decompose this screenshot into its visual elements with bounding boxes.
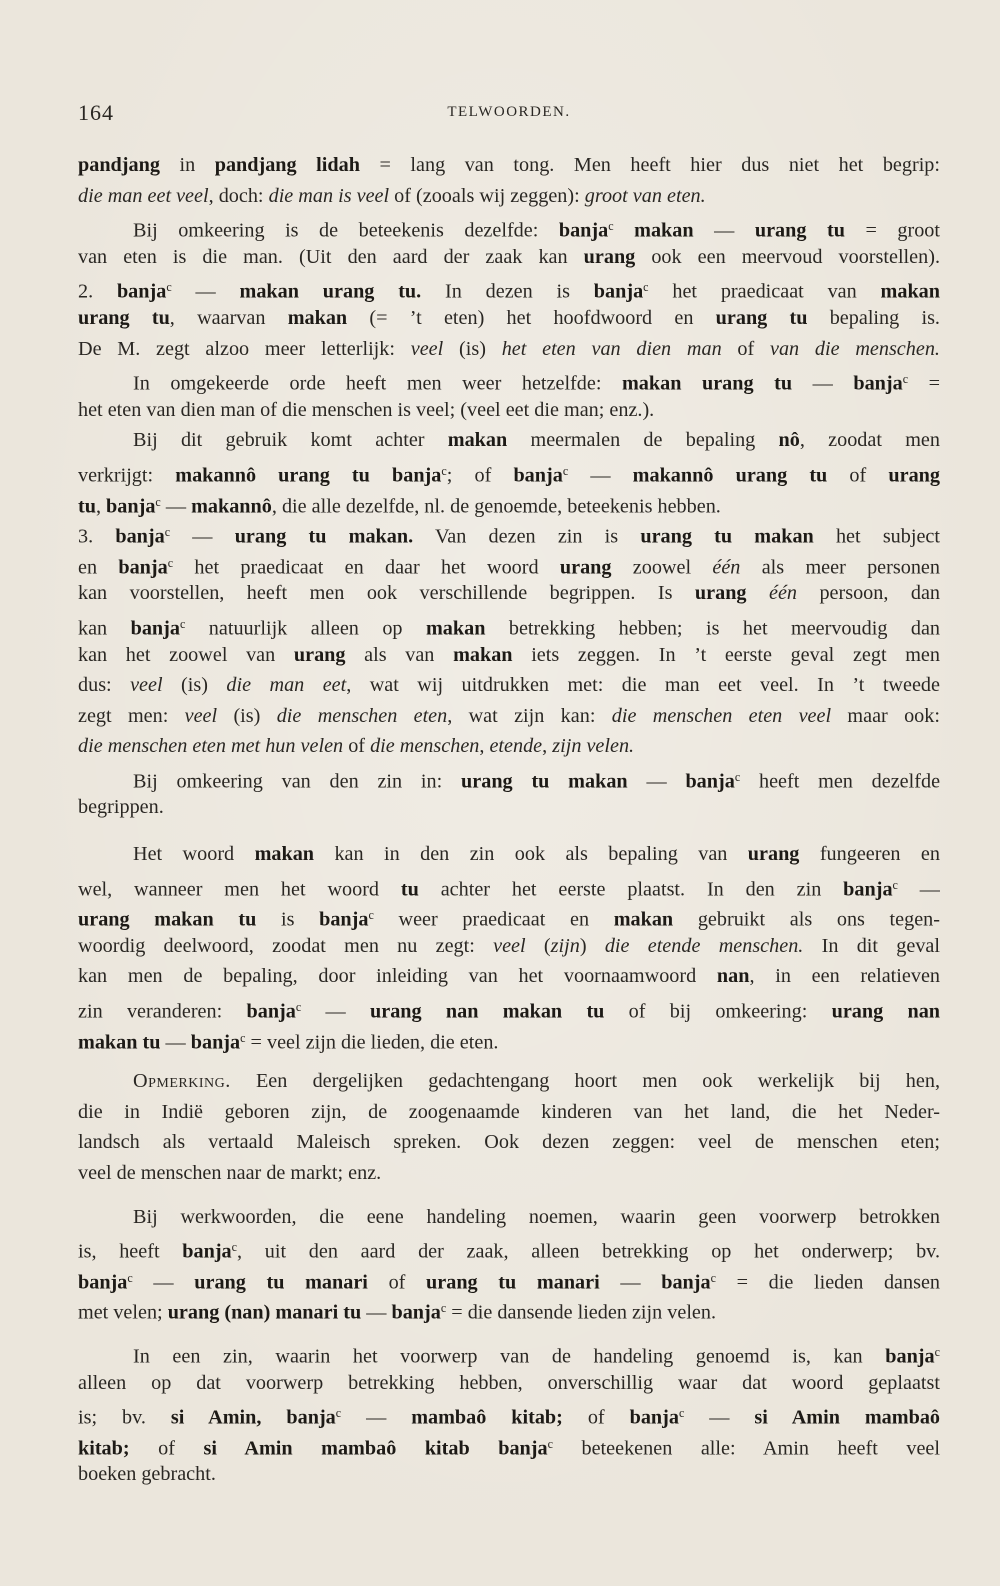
text-line <box>78 961 940 992</box>
malay-term: urang tu manari <box>426 1271 600 1294</box>
text-run: — <box>897 878 940 901</box>
text-run: 2. <box>78 281 117 303</box>
malay-term: makan <box>613 908 674 931</box>
malay-term: tu <box>400 878 419 901</box>
text-line <box>78 1398 940 1429</box>
text-run: met velen; <box>78 1302 168 1324</box>
superscript-mark: c <box>179 616 186 631</box>
text-line <box>78 1293 940 1324</box>
text-run: kan in den zin ook als bepaling van <box>314 843 748 866</box>
text-line <box>78 839 940 870</box>
text-line <box>78 1066 940 1097</box>
superscript-mark: c <box>368 908 374 923</box>
text-run: het praedicaat van <box>648 281 881 303</box>
text-line <box>78 1459 940 1490</box>
text-run: achter het eerste plaatst. In den zin <box>418 878 844 901</box>
text-line <box>78 517 940 548</box>
superscript-mark: c <box>710 1270 716 1285</box>
italic-gloss: die etende menschen. <box>604 934 804 957</box>
paragraph-gap <box>78 1053 940 1066</box>
running-head: TELWOORDEN. <box>447 104 571 120</box>
text-run: of <box>827 464 889 487</box>
superscript-mark: c <box>166 280 172 295</box>
text-run: (is) <box>162 674 227 697</box>
text-run: meermalen de bepaling <box>507 429 779 452</box>
malay-term: urang <box>293 643 346 666</box>
text-run: , uit den aard der zaak, alleen betrekking op het onderwerp; bv. <box>237 1240 940 1263</box>
text-run: in <box>159 154 215 176</box>
text-line <box>78 1202 940 1233</box>
text-line <box>78 334 940 365</box>
text-run: of <box>721 337 770 360</box>
malay-term: makan <box>880 281 940 303</box>
italic-gloss: van die menschen. <box>770 337 940 360</box>
text-run: maar ook: <box>831 704 940 727</box>
text-line <box>78 395 940 426</box>
text-run: — <box>132 1271 195 1294</box>
text-line <box>78 1232 940 1263</box>
text-run: bepaling is. <box>807 306 940 329</box>
small-caps-label: Opmerking. <box>133 1070 231 1093</box>
malay-term: banja <box>853 372 903 395</box>
text-run: het eten van dien man of die menschen is veel; (veel eet die man; enz.). <box>78 398 655 421</box>
text-run: is, heeft <box>78 1240 183 1263</box>
text-line <box>78 364 940 395</box>
text-run: Bij omkeering van den zin in: <box>133 770 462 793</box>
text-run: , <box>95 495 107 518</box>
text-line <box>78 548 940 579</box>
text-run: = <box>908 372 940 395</box>
malay-term: makan <box>425 617 486 640</box>
text-line <box>78 272 940 303</box>
italic-gloss: veel <box>493 934 526 957</box>
malay-term: banja <box>106 495 156 518</box>
text-run: Bij dit gebruik komt achter <box>133 429 448 452</box>
malay-term: urang tu manari <box>194 1271 368 1294</box>
text-run: zegt men: <box>78 704 185 727</box>
text-run: betrekking hebben; is het meervoudig dan <box>485 617 940 640</box>
malay-term: si Amin mambaô <box>754 1406 940 1429</box>
superscript-mark: c <box>231 1240 238 1255</box>
malay-term: banja <box>182 1240 232 1263</box>
text-run: — <box>599 1271 662 1294</box>
text-run: — <box>160 1031 191 1054</box>
malay-term: banja <box>130 617 180 640</box>
text-run: begrippen. <box>78 796 164 819</box>
text-run: veel de menschen naar de markt; enz. <box>78 1162 382 1184</box>
text-line <box>78 900 940 931</box>
text-run: Van dezen zin is <box>413 525 641 548</box>
malay-term: urang tu <box>715 306 808 329</box>
text-run: , <box>479 735 490 758</box>
text-run: Bij werkwoorden, die eene handeling noemen, waarin geen voorwerp betrokken <box>133 1205 940 1228</box>
italic-gloss: veel <box>130 674 163 697</box>
text-line <box>78 931 940 962</box>
text-line <box>78 425 940 456</box>
text-run: , <box>542 735 553 758</box>
text-run: — <box>627 770 686 793</box>
text-run: fungeeren en <box>799 843 940 866</box>
text-run: — <box>361 1302 392 1324</box>
malay-term: makan urang tu. <box>239 281 422 303</box>
text-run <box>747 582 769 604</box>
text-run: is <box>256 908 320 931</box>
text-run: wel, wanneer men het woord <box>78 878 401 901</box>
text-line <box>78 792 940 823</box>
text-run: beteekenen alle: Amin heeft veel <box>552 1437 940 1460</box>
text-run: ook een meervoud voorstellen). <box>635 245 940 268</box>
malay-term: banja <box>286 1406 336 1429</box>
text-run: (= ’t eten) het hoofdwoord en <box>347 306 716 329</box>
text-run: Bij omkeering is de beteekenis dezelfde: <box>133 219 559 242</box>
malay-term: banja <box>843 878 893 901</box>
text-run: , wat wij uitdrukken met: die man eet veel. In ’t tweede <box>346 674 940 697</box>
text-line <box>78 1023 940 1054</box>
malay-term: makan <box>287 306 348 329</box>
text-line <box>78 1337 940 1368</box>
malay-term: makan <box>254 843 315 866</box>
italic-gloss: die menschen eten <box>276 704 448 727</box>
malay-term: makan <box>634 219 694 242</box>
text-run: In dezen is <box>421 281 594 303</box>
text-run: In een zin, waarin het voorwerp van de handeling genoemd is, kan <box>133 1345 886 1368</box>
text-run: of <box>367 1271 427 1294</box>
malay-term: banja <box>513 464 563 487</box>
text-line <box>78 731 940 762</box>
malay-term: urang <box>888 464 940 487</box>
text-line <box>78 242 940 273</box>
text-run: = veel zijn die lieden, die eten. <box>245 1031 499 1054</box>
text-run: woordig deelwoord, zoodat men nu zegt: <box>78 934 494 957</box>
text-run: of <box>562 1406 630 1429</box>
italic-gloss: het eten van dien man <box>501 337 722 360</box>
malay-term: nan <box>716 965 750 988</box>
superscript-mark: c <box>892 877 898 892</box>
text-run: of (zooals wij zeggen): <box>389 184 585 207</box>
text-run: als van <box>345 643 454 666</box>
malay-term: makan tu <box>78 1031 161 1054</box>
text-run: dus: <box>78 674 131 697</box>
text-run: van eten is die man. (Uit den aard der zaak kan <box>78 245 584 268</box>
text-run <box>614 220 635 242</box>
malay-term: banja <box>115 525 165 548</box>
text-line <box>78 609 940 640</box>
text-run: , waarvan <box>169 306 288 329</box>
superscript-mark: c <box>295 1000 302 1015</box>
paragraph-gap <box>78 1324 940 1337</box>
text-run: natuurlijk alleen op <box>185 617 426 640</box>
text-run: , zoodat men <box>799 429 940 452</box>
superscript-mark: c <box>240 1030 246 1045</box>
text-run: is; bv. <box>78 1406 171 1429</box>
superscript-mark: c <box>335 1406 342 1421</box>
malay-term: pandjang <box>78 154 160 176</box>
text-run: of <box>343 735 371 758</box>
text-run: landsch als vertaald Maleisch spreken. Ook dezen zeggen: veel de menschen eten; <box>78 1131 940 1154</box>
text-line <box>78 1429 940 1460</box>
superscript-mark: c <box>608 219 614 234</box>
malay-term: urang tu <box>754 219 845 242</box>
text-run: , die alle dezelfde, nl. de genoemde, beteekenis hebben. <box>271 495 721 518</box>
body-text <box>78 150 940 1490</box>
page-number: 164 <box>78 100 114 125</box>
text-run: ; of <box>446 464 514 487</box>
text-run: gebruikt als ons tegen- <box>673 908 940 931</box>
malay-term: si Amin mambaô kitab banja <box>203 1437 548 1460</box>
text-run: en <box>78 556 119 579</box>
text-line <box>78 870 940 901</box>
text-run: , wat zijn kan: <box>447 704 612 727</box>
superscript-mark: c <box>440 1301 447 1316</box>
text-run: als meer personen <box>740 556 940 579</box>
text-run: — <box>341 1406 412 1429</box>
text-run: — <box>684 1406 755 1429</box>
text-run: ) <box>579 934 605 957</box>
text-run: — <box>301 1000 370 1023</box>
malay-term: banja <box>661 1271 711 1294</box>
page-header <box>78 100 940 130</box>
malay-term: nô <box>778 429 800 452</box>
text-run: weer praedicaat en <box>373 908 614 931</box>
malay-term: banja <box>391 1302 441 1324</box>
malay-term: banja <box>118 556 168 579</box>
malay-term: pandjang lidah <box>214 154 360 176</box>
text-run: — <box>170 525 235 548</box>
malay-term: banja <box>116 281 167 303</box>
malay-term: urang tu makan <box>461 770 628 793</box>
text-run: — <box>693 219 755 242</box>
text-line <box>78 181 940 212</box>
malay-term: makan <box>453 643 513 666</box>
italic-gloss: zijn <box>550 934 580 957</box>
text-run: kan <box>78 617 131 640</box>
italic-gloss: groot van eten. <box>584 184 706 207</box>
paragraph-gap <box>78 823 940 839</box>
text-line <box>78 762 940 793</box>
text-run: = die lieden dansen <box>715 1271 940 1294</box>
malay-term: urang <box>583 245 636 268</box>
italic-gloss: die menschen <box>370 735 480 758</box>
malay-term: banja <box>78 1271 128 1294</box>
italic-gloss: die man eet veel <box>78 184 209 207</box>
text-line <box>78 1368 940 1399</box>
malay-term: banja <box>246 1000 296 1023</box>
malay-term: urang tu <box>78 306 170 329</box>
text-run: persoon, dan <box>797 582 940 605</box>
malay-term: makannô urang tu banja <box>175 464 442 487</box>
malay-term: makan urang tu <box>621 372 793 395</box>
text-run: alleen op dat voorwerp betrekking hebben, onverschillig waar dat woord geplaatst <box>78 1371 940 1394</box>
text-run: Het woord <box>133 843 255 866</box>
malay-term: banja <box>885 1345 935 1368</box>
malay-term: banja <box>190 1031 241 1054</box>
superscript-mark: c <box>167 555 174 570</box>
superscript-mark: c <box>643 280 649 295</box>
italic-gloss: één <box>712 556 741 579</box>
text-run: zin veranderen: <box>78 1000 247 1023</box>
italic-gloss: etende <box>489 735 543 758</box>
text-line <box>78 150 940 181</box>
text-run: In omgekeerde orde heeft men weer hetzelfde: <box>133 372 622 395</box>
malay-term: urang nan <box>831 1000 940 1023</box>
text-run: De M. zegt alzoo meer letterlijk: <box>78 337 411 360</box>
italic-gloss: één <box>768 582 797 605</box>
malay-term: banja <box>558 219 609 242</box>
text-line <box>78 1158 940 1189</box>
text-line <box>78 487 940 518</box>
italic-gloss: die menschen eten veel <box>611 704 832 727</box>
text-line <box>78 1097 940 1128</box>
text-run: — <box>792 372 854 395</box>
malay-term: mambaô kitab; <box>411 1406 563 1429</box>
text-line <box>78 670 940 701</box>
text-run: = die dansende lieden zijn velen. <box>446 1302 717 1324</box>
text-run: = lang van tong. Men heeft hier dus niet het begrip: <box>359 154 940 176</box>
malay-term: urang tu makan <box>640 525 814 548</box>
malay-term: banja <box>593 281 644 303</box>
text-line <box>78 303 940 334</box>
superscript-mark: c <box>734 769 741 784</box>
malay-term: kitab; <box>78 1437 130 1460</box>
malay-term: urang <box>559 556 612 579</box>
malay-term: banja <box>629 1406 679 1429</box>
text-run: of bij omkeering: <box>604 1000 832 1023</box>
malay-term: si Amin, <box>170 1406 287 1429</box>
superscript-mark: c <box>562 463 569 478</box>
malay-term: urang <box>694 582 747 605</box>
italic-gloss: die man eet <box>226 674 347 697</box>
text-line <box>78 992 940 1023</box>
text-run: of <box>129 1437 204 1460</box>
text-run: Een dergelijken gedachtengang hoort men ook werkelijk bij hen, <box>230 1070 940 1093</box>
italic-gloss: die menschen eten met hun velen <box>78 735 344 758</box>
text-run: (is) <box>217 704 277 727</box>
superscript-mark: c <box>678 1406 685 1421</box>
malay-term: banja <box>685 770 735 793</box>
superscript-mark: c <box>902 372 909 387</box>
text-run: — <box>171 281 240 303</box>
text-line <box>78 701 940 732</box>
malay-term: urang <box>747 843 800 866</box>
text-run: die in Indië geboren zijn, de zoogenaamde kinderen van het land, die het Neder- <box>78 1100 940 1123</box>
superscript-mark: c <box>934 1344 940 1359</box>
text-run: heeft men dezelfde <box>740 770 940 793</box>
malay-term: urang makan tu <box>78 908 257 931</box>
italic-gloss: die man is veel <box>268 184 390 207</box>
text-run: boeken gebracht. <box>78 1463 216 1486</box>
text-run: = groot <box>844 219 940 242</box>
text-run: , doch: <box>208 184 269 207</box>
italic-gloss: zijn velen. <box>552 735 635 758</box>
text-line <box>78 1263 940 1294</box>
text-line <box>78 1127 940 1158</box>
text-line <box>78 456 940 487</box>
superscript-mark: c <box>441 463 447 478</box>
malay-term: urang (nan) manari tu <box>167 1302 362 1324</box>
text-run: , in een relatieven <box>749 965 940 988</box>
malay-term: urang nan makan tu <box>370 1000 605 1023</box>
text-run: ( <box>525 934 551 957</box>
text-run: verkrijgt: <box>78 464 176 487</box>
superscript-mark: c <box>127 1270 133 1285</box>
text-run: het praedicaat en daar het woord <box>173 556 560 579</box>
superscript-mark: c <box>547 1436 553 1451</box>
malay-term: makannô urang tu <box>632 464 828 487</box>
text-run: 3. <box>78 525 116 548</box>
italic-gloss: veel <box>184 704 218 727</box>
text-run: (is) <box>443 337 502 360</box>
text-run: — <box>160 495 192 518</box>
text-run: In dit geval <box>803 934 940 957</box>
italic-gloss: veel <box>410 337 444 360</box>
malay-term: makan <box>447 429 508 452</box>
text-run: het subject <box>813 525 940 548</box>
superscript-mark: c <box>155 494 161 509</box>
text-run: — <box>568 464 633 487</box>
malay-term: makannô <box>191 495 272 518</box>
text-line <box>78 640 940 671</box>
malay-term: tu <box>78 495 96 518</box>
text-run: kan voorstellen, heeft men ook verschillende begrippen. Is <box>78 582 695 605</box>
text-run: iets zeggen. In ’t eerste geval zegt men <box>512 643 940 666</box>
text-run: kan het zoowel van <box>78 643 294 666</box>
text-line <box>78 211 940 242</box>
text-run: zoowel <box>611 556 713 579</box>
text-line <box>78 578 940 609</box>
paragraph-gap <box>78 1189 940 1202</box>
malay-term: banja <box>319 908 369 931</box>
malay-term: urang tu makan. <box>234 525 414 548</box>
superscript-mark: c <box>164 525 171 540</box>
text-run: kan men de bepaling, door inleiding van het voornaamwoord <box>78 965 717 988</box>
